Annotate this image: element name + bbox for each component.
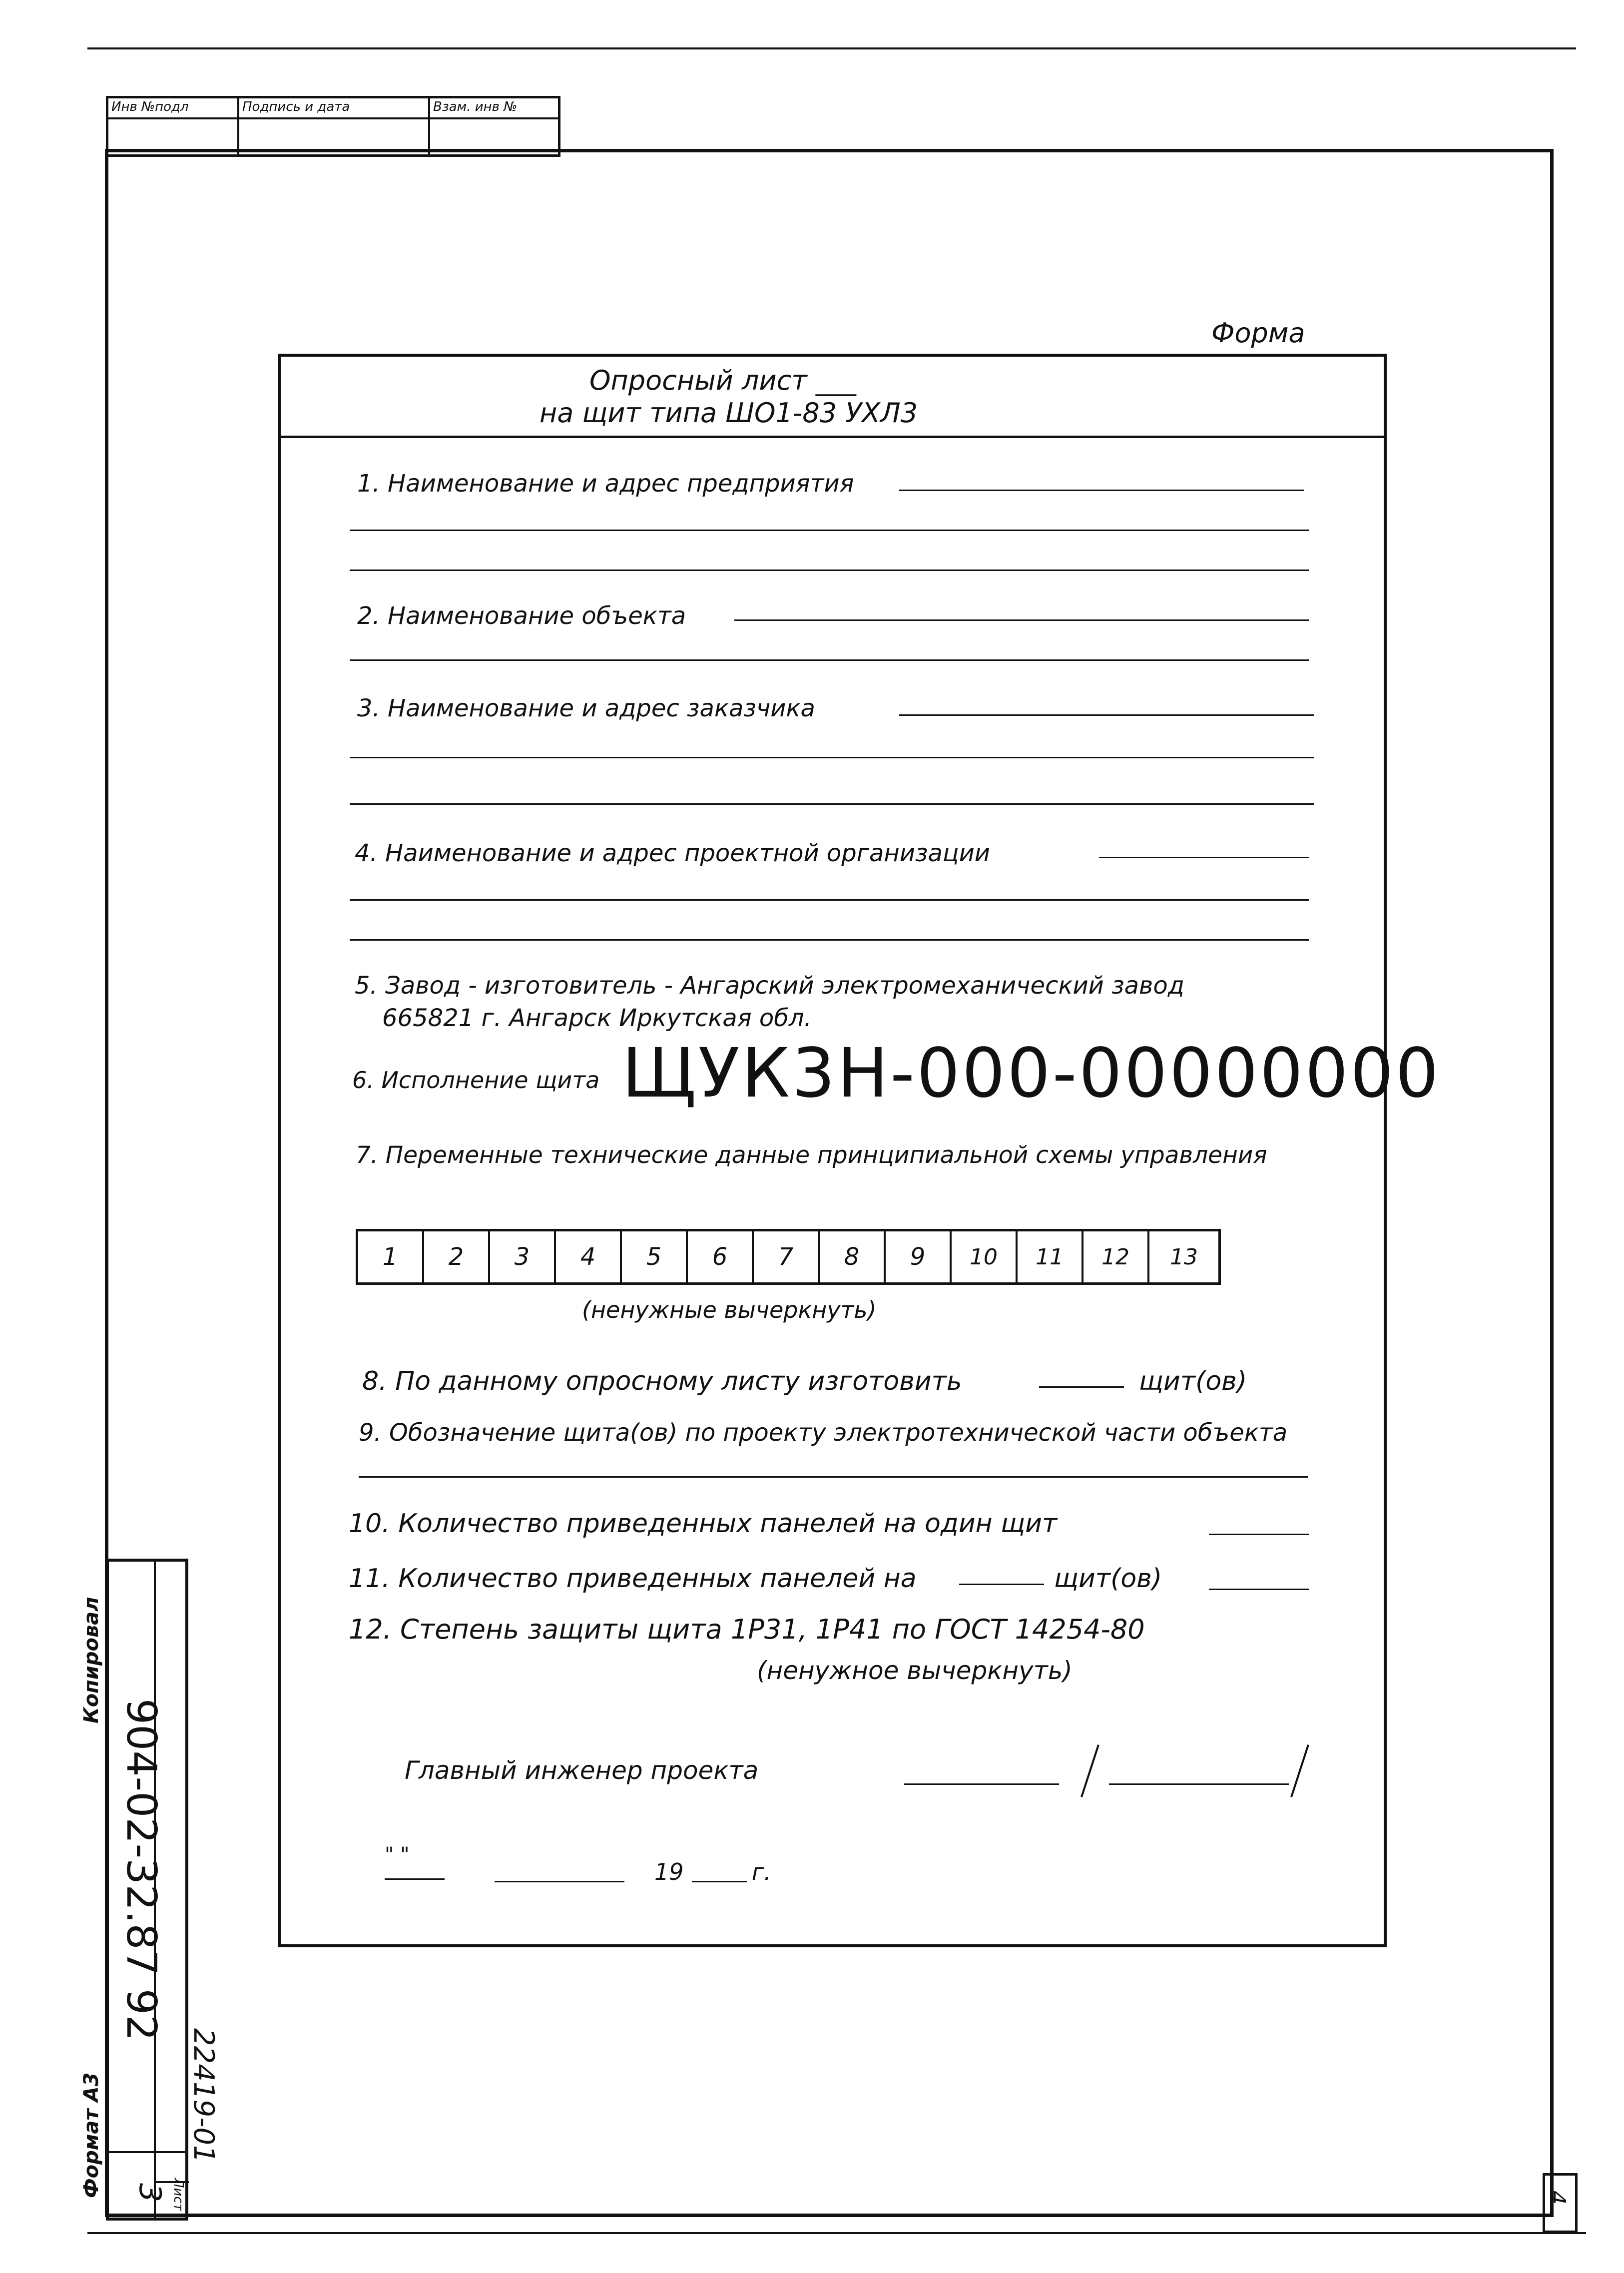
bottom-rule bbox=[87, 2232, 1586, 2234]
variant-cell-label: 9 bbox=[910, 1243, 926, 1271]
page-corner-box bbox=[1543, 2173, 1578, 2233]
variant-cell[interactable] bbox=[622, 1231, 688, 1282]
variant-cell[interactable] bbox=[688, 1231, 754, 1282]
variant-cell-label: 5 bbox=[646, 1243, 662, 1271]
item-3-label: 3. Наименование и адрес заказчика bbox=[357, 694, 815, 722]
variant-cell[interactable] bbox=[556, 1231, 622, 1282]
item-9-label: 9. Обозначение щита(ов) по проекту электротехнической части объекта bbox=[359, 1419, 1288, 1447]
item-11-label: 11. Количество приведенных панелей на bbox=[349, 1564, 917, 1594]
doc-code: 904-02-32.87 92 bbox=[117, 1699, 165, 2041]
stamp-col1: Инв №подл bbox=[111, 99, 189, 114]
variant-cell-label: 1 bbox=[382, 1243, 398, 1271]
date-year-suffix: г. bbox=[752, 1858, 771, 1885]
item-12-line1: 12. Степень защиты щита 1Р31, 1Р41 по ГОСТ 14254-80 bbox=[349, 1614, 1145, 1645]
signature-label: Главный инженер проекта bbox=[405, 1756, 759, 1785]
variant-cell-label: 2 bbox=[448, 1243, 464, 1271]
variant-cell[interactable] bbox=[1018, 1231, 1083, 1282]
item-2-label: 2. Наименование объекта bbox=[357, 602, 686, 630]
item-8-label: 8. По данному опросному листу изготовить bbox=[362, 1366, 962, 1396]
item-11-unit: щит(ов) bbox=[1054, 1564, 1162, 1594]
stamp-table bbox=[106, 96, 560, 157]
table-note: (ненужные вычеркнуть) bbox=[582, 1296, 877, 1323]
item-6-code: ЩУК3Н-000-00000000 bbox=[622, 1034, 1441, 1113]
form-title-line2: на щит типа ШО1-83 УХЛ3 bbox=[540, 397, 918, 429]
forma-label: Форма bbox=[1211, 317, 1305, 349]
variant-cell[interactable] bbox=[886, 1231, 952, 1282]
variant-cell[interactable] bbox=[358, 1231, 424, 1282]
variant-cell-label: 3 bbox=[514, 1243, 530, 1271]
item-6-label: 6. Исполнение щита bbox=[352, 1067, 600, 1094]
variant-cell-label: 10 bbox=[970, 1244, 998, 1270]
date-quote: " " bbox=[385, 1843, 410, 1866]
stamp-col2: Подпись и дата bbox=[242, 99, 350, 114]
variant-cell-label: 8 bbox=[844, 1243, 860, 1271]
top-rule bbox=[87, 47, 1576, 49]
variant-cell-label: 13 bbox=[1170, 1244, 1198, 1270]
item-7-label: 7. Переменные технические данные принципиальной схемы управления bbox=[356, 1141, 1267, 1169]
variant-cell[interactable] bbox=[1083, 1231, 1149, 1282]
variant-cell-label: 11 bbox=[1036, 1244, 1064, 1270]
item-5-line1: 5. Завод - изготовитель - Ангарский электромеханический завод bbox=[355, 972, 1184, 1000]
variant-cell[interactable] bbox=[952, 1231, 1018, 1282]
stamp-col3: Взам. инв № bbox=[433, 99, 518, 114]
variant-cell-label: 4 bbox=[580, 1243, 596, 1271]
variant-cell[interactable] bbox=[820, 1231, 886, 1282]
item-10-label: 10. Количество приведенных панелей на один щит bbox=[349, 1509, 1058, 1539]
item-4-label: 4. Наименование и адрес проектной организации bbox=[355, 839, 990, 867]
kopiroval-label: Копировал bbox=[80, 1597, 103, 1723]
variant-table bbox=[356, 1229, 1221, 1285]
title-separator bbox=[278, 436, 1387, 438]
sheet-label: Лист bbox=[171, 2178, 186, 2211]
item-12-line2: (ненужное вычеркнуть) bbox=[757, 1656, 1073, 1685]
page-corner-number: 4 bbox=[1545, 2191, 1570, 2205]
variant-cell[interactable] bbox=[1149, 1231, 1218, 1282]
variant-cell[interactable] bbox=[424, 1231, 490, 1282]
date-year: 19 bbox=[654, 1858, 684, 1885]
variant-cell[interactable] bbox=[490, 1231, 556, 1282]
item-8-unit: щит(ов) bbox=[1139, 1366, 1247, 1396]
item-1-label: 1. Наименование и адрес предприятия bbox=[357, 470, 854, 498]
form-title-line1: Опросный лист ___ bbox=[589, 365, 856, 396]
inv-number: 22419-01 bbox=[187, 2028, 220, 2163]
item-5-line2: 665821 г. Ангарск Иркутская обл. bbox=[382, 1004, 812, 1032]
format-label: Формат А3 bbox=[80, 2072, 103, 2198]
variant-cell[interactable] bbox=[754, 1231, 820, 1282]
variant-cell-label: 7 bbox=[778, 1243, 794, 1271]
sheet-number: 3 bbox=[132, 2183, 167, 2203]
variant-cell-label: 12 bbox=[1101, 1244, 1129, 1270]
variant-cell-label: 6 bbox=[712, 1243, 728, 1271]
